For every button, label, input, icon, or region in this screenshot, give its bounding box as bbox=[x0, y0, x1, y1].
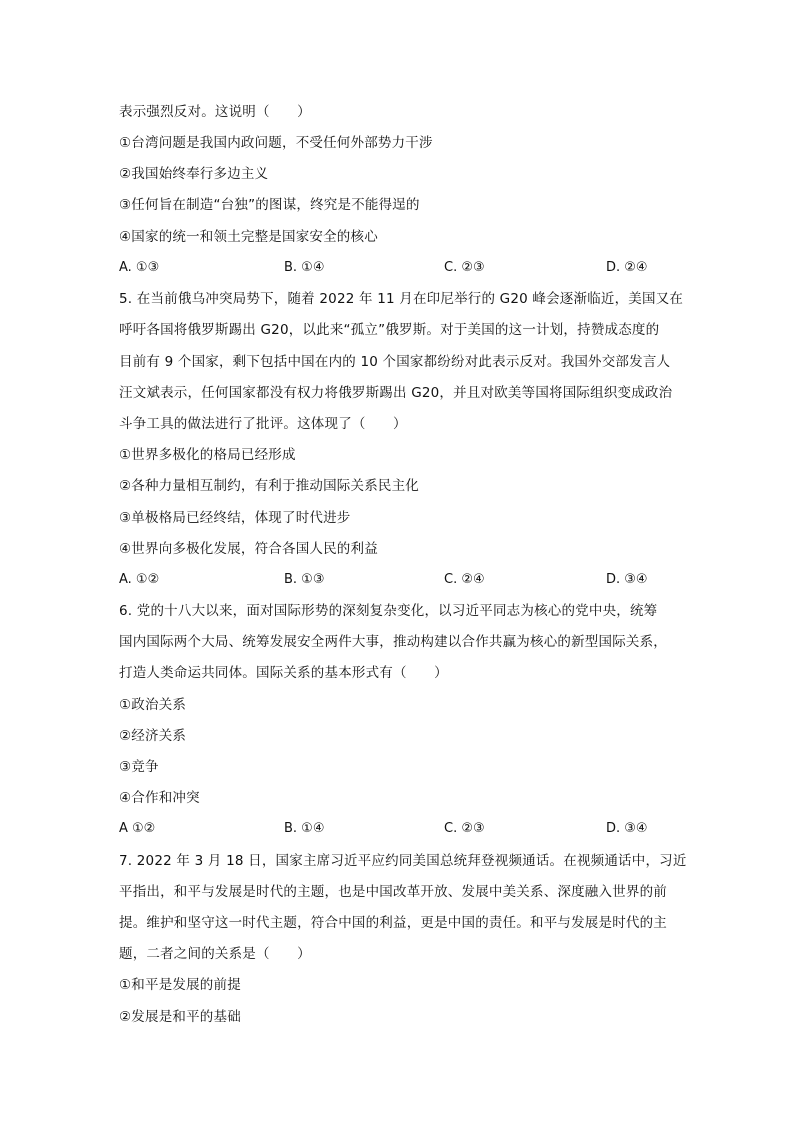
q7-stem-line-2: 平指出，和平与发展是时代的主题，也是中国改革开放、发展中美关系、深度融入世界的前 bbox=[119, 884, 667, 900]
q5-option-c: C. ②④ bbox=[444, 572, 485, 587]
q7-item-2: ②发展是和平的基础 bbox=[119, 1009, 241, 1025]
q6-item-3: ③竞争 bbox=[119, 759, 159, 775]
q4-option-b: B. ①④ bbox=[284, 260, 325, 275]
q5-stem-line-1: 5. 在当前俄乌冲突局势下，随着 2022 年 11 月在印尼举行的 G20 峰会逐渐临近，美国又在 bbox=[119, 291, 684, 307]
q7-stem-line-1: 7. 2022 年 3 月 18 日，国家主席习近平应约同美国总统拜登视频通话。在视频通话中，习近 bbox=[119, 853, 687, 869]
q6-stem-line-2: 国内国际两个大局、统筹发展安全两件大事，推动构建以合作共赢为核心的新型国际关系， bbox=[119, 634, 667, 650]
q5-options bbox=[119, 571, 679, 589]
q5-stem-line-2: 呼吁各国将俄罗斯踢出 G20，以此来“孤立”俄罗斯。对于美国的这一计划，持赞成态度的 bbox=[119, 322, 660, 338]
q5-option-b: B. ①③ bbox=[284, 572, 325, 587]
q6-options bbox=[119, 820, 679, 838]
q6-item-1: ①政治关系 bbox=[119, 697, 187, 713]
q5-stem-line-4: 汪文斌表示，任何国家都没有权力将俄罗斯踢出 G20，并且对欧美等国将国际组织变成政治 bbox=[119, 385, 673, 401]
q5-item-1: ①世界多极化的格局已经形成 bbox=[119, 447, 296, 463]
q4-option-d: D. ②④ bbox=[606, 260, 648, 275]
q7-stem-line-4: 题，二者之间的关系是（ ） bbox=[119, 946, 311, 962]
q5-option-a: A. ①② bbox=[119, 572, 160, 587]
q4-stem-tail: 表示强烈反对。这说明（ ） bbox=[119, 104, 311, 120]
q4-item-2: ②我国始终奉行多边主义 bbox=[119, 166, 269, 182]
q5-item-4: ④世界向多极化发展，符合各国人民的利益 bbox=[119, 541, 378, 557]
q6-stem-line-3: 打造人类命运共同体。国际关系的基本形式有（ ） bbox=[119, 665, 448, 681]
q6-option-a: A ①② bbox=[119, 821, 156, 836]
q4-item-4: ④国家的统一和领土完整是国家安全的核心 bbox=[119, 229, 378, 245]
q6-option-d: D. ③④ bbox=[606, 821, 648, 836]
q5-item-3: ③单极格局已经终结，体现了时代进步 bbox=[119, 510, 351, 526]
q4-option-c: C. ②③ bbox=[444, 260, 485, 275]
q6-option-c: C. ②③ bbox=[444, 821, 485, 836]
q5-item-2: ②各种力量相互制约，有利于推动国际关系民主化 bbox=[119, 478, 420, 494]
q5-stem-line-3: 目前有 9 个国家，剩下包括中国在内的 10 个国家都纷纷对此表示反对。我国外交部发言人 bbox=[119, 354, 671, 370]
q4-item-1: ①台湾问题是我国内政问题，不受任何外部势力干涉 bbox=[119, 135, 433, 151]
q6-item-2: ②经济关系 bbox=[119, 728, 187, 744]
q7-item-1: ①和平是发展的前提 bbox=[119, 977, 241, 993]
q6-item-4: ④合作和冲突 bbox=[119, 790, 200, 806]
q4-option-a: A. ①③ bbox=[119, 260, 160, 275]
q5-option-d: D. ③④ bbox=[606, 572, 648, 587]
q4-item-3: ③任何旨在制造“台独”的图谋，终究是不能得逞的 bbox=[119, 197, 420, 213]
q6-stem-line-1: 6. 党的十八大以来，面对国际形势的深刻复杂变化，以习近平同志为核心的党中央，统筹 bbox=[119, 603, 658, 619]
q4-options bbox=[119, 259, 679, 277]
q5-stem-line-5: 斗争工具的做法进行了批评。这体现了（ ） bbox=[119, 416, 407, 432]
q7-stem-line-3: 提。维护和坚守这一时代主题，符合中国的利益，更是中国的责任。和平与发展是时代的主 bbox=[119, 915, 667, 931]
q6-option-b: B. ①④ bbox=[284, 821, 325, 836]
